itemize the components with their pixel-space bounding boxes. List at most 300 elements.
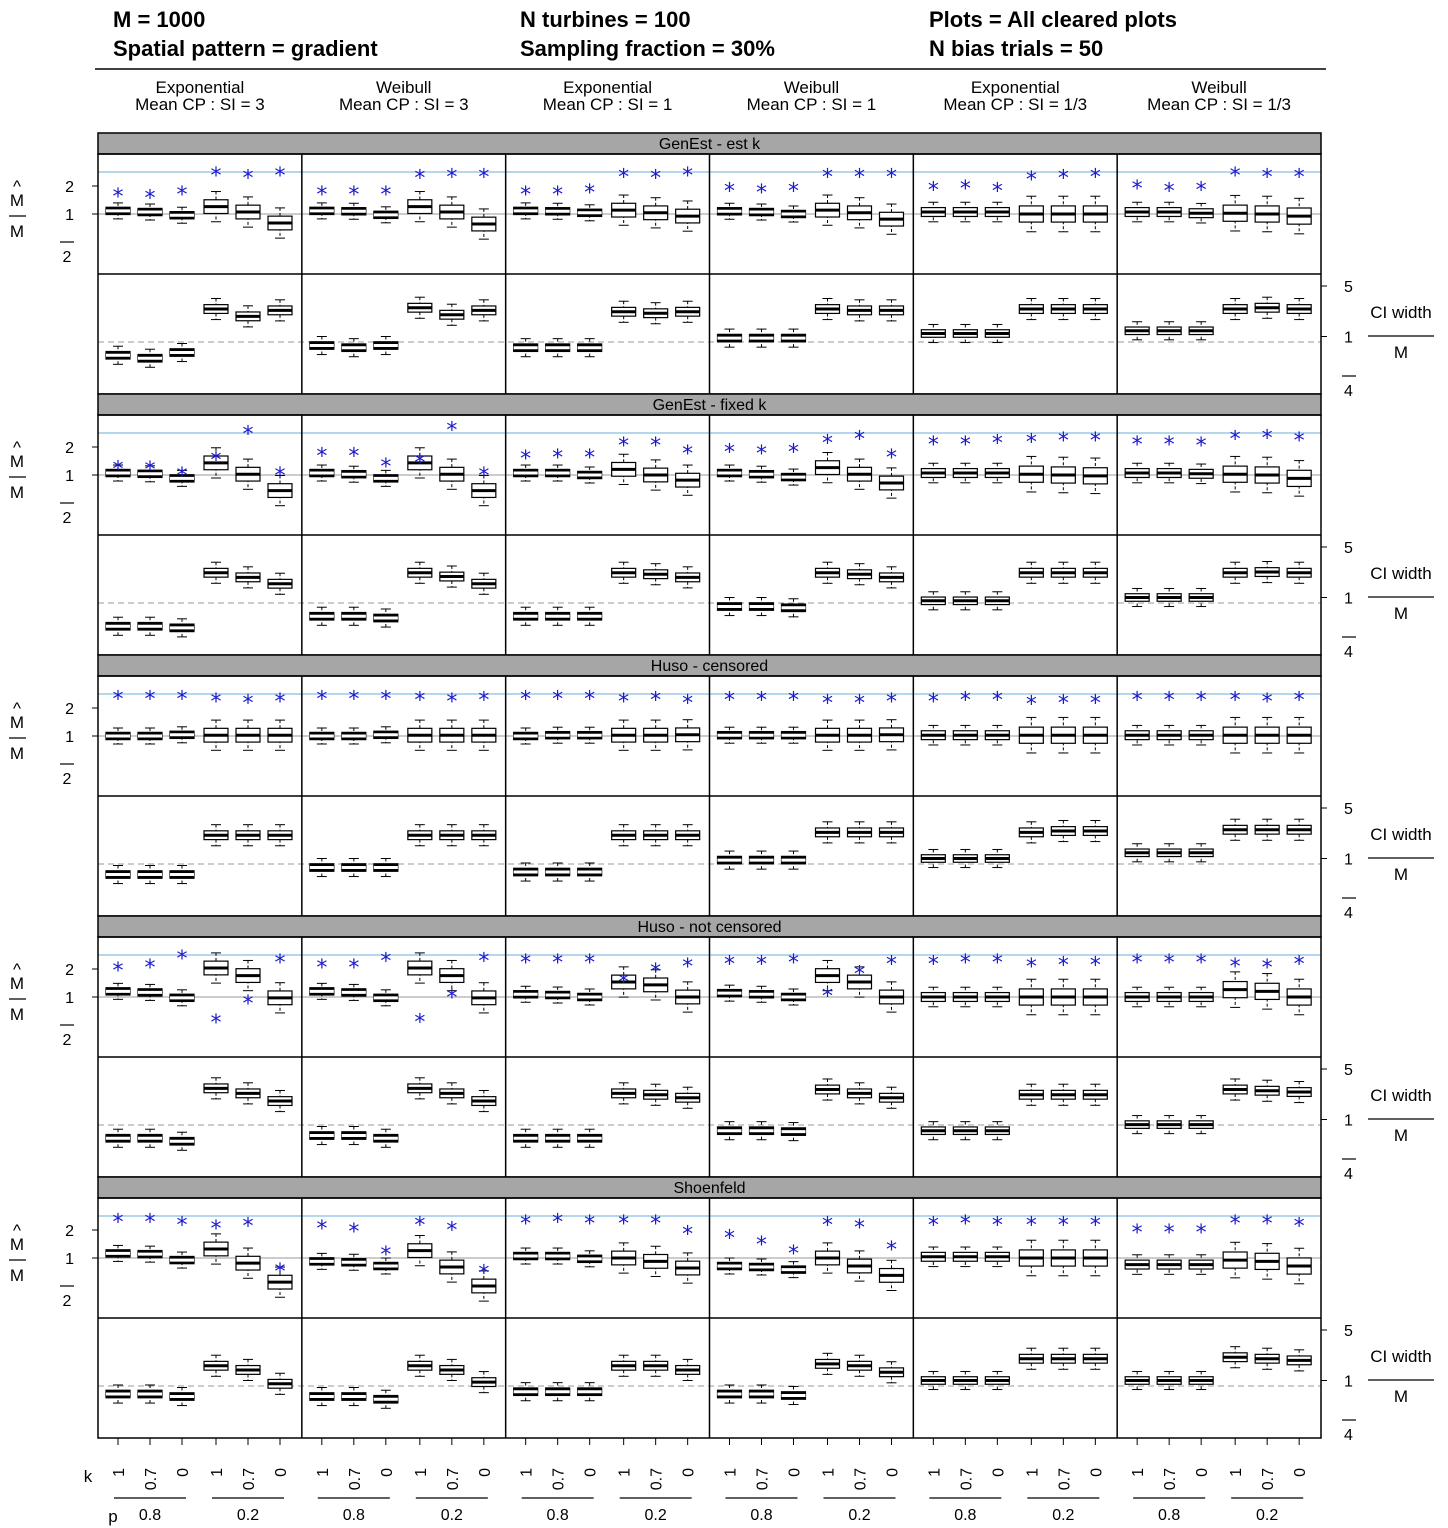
- coverage-star: *: [1293, 1214, 1305, 1240]
- right-axis-numerator: CI width: [1370, 1086, 1432, 1105]
- x-axis-p-label: 0.2: [848, 1507, 871, 1524]
- right-axis-denominator: M: [1393, 1126, 1409, 1145]
- coverage-star: *: [1057, 1213, 1069, 1239]
- left-axis-tick-label: 2: [65, 701, 74, 718]
- coverage-star: *: [991, 1213, 1003, 1239]
- coverage-star: *: [959, 688, 971, 714]
- coverage-star: *: [854, 962, 865, 988]
- x-axis-k-label: 0.7: [444, 1468, 462, 1491]
- x-axis-k-label: 1: [518, 1468, 536, 1477]
- coverage-star: *: [584, 951, 596, 976]
- column-header-ratio: Mean CP : SI = 3: [135, 95, 265, 114]
- left-axis-tick-label: 2: [62, 771, 72, 788]
- x-axis-k-label: 0.7: [143, 1468, 160, 1491]
- x-axis-p-label: 0.8: [954, 1507, 977, 1524]
- left-axis-tick-label: 1: [65, 1251, 74, 1268]
- x-axis-p-label: 0.8: [342, 1507, 365, 1524]
- right-axis-tick-label: 5: [1344, 279, 1353, 296]
- coverage-star: *: [274, 690, 286, 715]
- coverage-star: *: [316, 444, 328, 470]
- right-axis-tick-label: 1: [1344, 851, 1353, 869]
- left-axis-numerator: M: [9, 1235, 25, 1254]
- coverage-star: *: [788, 179, 799, 205]
- header-spatial-pattern: Spatial pattern = gradient: [113, 36, 378, 61]
- x-axis-k-label: 0: [680, 1468, 698, 1477]
- coverage-star: *: [927, 690, 939, 715]
- figure-header: [95, 7, 1326, 69]
- coverage-star: *: [112, 1210, 124, 1236]
- right-axis-tick-label: 5: [1344, 540, 1353, 557]
- left-axis-tick-label: 2: [65, 1223, 74, 1240]
- x-axis-k-label: 1: [1024, 1468, 1042, 1477]
- x-axis-k-label: 0: [1088, 1468, 1106, 1477]
- x-axis-p-label: 0.2: [1052, 1507, 1075, 1524]
- right-axis-numerator: CI width: [1370, 303, 1432, 322]
- header-m: M = 1000: [113, 7, 206, 32]
- coverage-star: *: [1163, 432, 1175, 458]
- panel-strip-label: Huso - censored: [650, 658, 769, 675]
- coverage-star: *: [348, 1219, 360, 1245]
- coverage-star: *: [682, 954, 694, 980]
- coverage-star: *: [927, 432, 939, 458]
- coverage-star: *: [112, 457, 124, 483]
- coverage-star: *: [176, 464, 188, 490]
- estimator-block: [98, 394, 1321, 655]
- x-axis-p-label: 0.2: [236, 1507, 260, 1524]
- x-axis-p-label: 0.8: [1158, 1507, 1181, 1524]
- column-headers: [135, 78, 1291, 114]
- coverage-star: *: [446, 690, 458, 715]
- panel-strip-label: GenEst - fixed k: [652, 397, 767, 414]
- coverage-star: *: [380, 183, 392, 209]
- x-axis-k-label: 0.7: [241, 1468, 258, 1491]
- coverage-star: *: [144, 458, 156, 484]
- x-axis-k-label: 0.7: [1162, 1468, 1180, 1491]
- right-axis-numerator: CI width: [1370, 825, 1432, 844]
- coverage-star: *: [1229, 1212, 1241, 1237]
- coverage-star: *: [1261, 1212, 1273, 1237]
- coverage-star: *: [144, 956, 156, 982]
- coverage-star: *: [991, 431, 1003, 457]
- x-axis-k-label: 1: [722, 1468, 740, 1477]
- coverage-star: *: [650, 688, 662, 714]
- left-axis-denominator: M: [9, 1005, 25, 1024]
- coverage-star: *: [1195, 434, 1207, 460]
- coverage-star: *: [959, 432, 971, 458]
- coverage-star: *: [788, 951, 799, 976]
- coverage-star: *: [886, 690, 897, 715]
- x-axis-p-label: 0.8: [138, 1507, 162, 1524]
- x-axis-k-label: 0: [476, 1468, 494, 1477]
- coverage-star: *: [1293, 952, 1305, 978]
- coverage-star: *: [478, 1261, 490, 1287]
- coverage-star: *: [210, 448, 222, 474]
- coverage-star: *: [1025, 168, 1037, 193]
- column-header-ratio: Mean CP : SI = 1/3: [1147, 95, 1291, 114]
- x-axis-k-label: 1: [314, 1468, 332, 1477]
- left-axis-hat: ^: [13, 699, 21, 718]
- x-axis-k-label: 0: [990, 1468, 1008, 1477]
- coverage-star: *: [618, 970, 630, 996]
- left-axis-tick-label: 2: [62, 1032, 72, 1049]
- coverage-star: *: [618, 690, 630, 715]
- left-axis-denominator: M: [9, 744, 25, 763]
- x-axis-k-label: 1: [616, 1468, 634, 1477]
- coverage-star: *: [176, 947, 188, 973]
- coverage-star: *: [584, 687, 596, 713]
- coverage-star: *: [1163, 179, 1175, 205]
- column-header-distribution: Weibull: [783, 78, 840, 97]
- right-axis-tick-label: 1: [1344, 1112, 1353, 1130]
- header-sampling-fraction: Sampling fraction = 30%: [520, 36, 775, 61]
- x-axis-k-label: 0: [378, 1468, 396, 1477]
- coverage-star: *: [1261, 426, 1273, 452]
- coverage-star: *: [414, 688, 426, 714]
- coverage-star: *: [959, 1212, 971, 1237]
- coverage-star: *: [886, 952, 897, 978]
- coverage-star: *: [756, 952, 767, 978]
- left-axis-denominator: M: [9, 1266, 25, 1285]
- left-axis-tick-label: 2: [65, 440, 74, 457]
- left-axis-hat: ^: [13, 177, 21, 196]
- x-axis-p-label: 0.2: [440, 1507, 463, 1524]
- coverage-star: *: [478, 688, 490, 714]
- x-axis-k-label: 0: [1292, 1468, 1310, 1477]
- left-axis-tick-label: 1: [65, 990, 74, 1007]
- coverage-star: *: [724, 440, 735, 466]
- x-axis-p-label: 0.2: [1256, 1507, 1279, 1524]
- right-axis-tick-label: 4: [1344, 383, 1353, 400]
- left-axis-numerator: M: [9, 974, 25, 993]
- coverage-star: *: [210, 164, 222, 190]
- coverage-star: *: [822, 984, 833, 1010]
- coverage-star: *: [1195, 688, 1207, 714]
- coverage-star: *: [991, 688, 1003, 714]
- coverage-star: *: [520, 1212, 532, 1237]
- coverage-star: *: [478, 464, 490, 490]
- coverage-star: *: [650, 166, 662, 192]
- coverage-star: *: [1229, 427, 1241, 453]
- coverage-star: *: [584, 181, 596, 206]
- right-axis-denominator: M: [1393, 1387, 1409, 1406]
- coverage-star: *: [380, 1243, 392, 1269]
- coverage-star: *: [1057, 953, 1069, 979]
- coverage-star: *: [1089, 429, 1101, 454]
- coverage-star: *: [756, 688, 767, 714]
- x-axis-k-label: 1: [926, 1468, 944, 1477]
- left-axis-numerator: M: [9, 713, 25, 732]
- x-axis-k-label: 0: [1194, 1468, 1212, 1477]
- coverage-star: *: [682, 1222, 694, 1248]
- coverage-star: *: [242, 992, 254, 1018]
- coverage-star: *: [112, 958, 124, 984]
- right-axis-tick-label: 1: [1344, 1373, 1353, 1391]
- left-axis-tick-label: 2: [62, 510, 72, 527]
- header-n-bias-trials: N bias trials = 50: [929, 36, 1104, 61]
- column-header-ratio: Mean CP : SI = 3: [338, 95, 469, 114]
- coverage-star: *: [552, 1210, 564, 1236]
- header-plots: Plots = All cleared plots: [929, 7, 1177, 32]
- right-axis-tick-label: 4: [1344, 644, 1353, 661]
- coverage-star: *: [1057, 429, 1069, 454]
- x-axis-k-label: 0.7: [346, 1468, 364, 1491]
- coverage-star: *: [348, 444, 360, 470]
- x-axis-k-label: 1: [111, 1468, 128, 1477]
- x-axis-k-label: 0: [175, 1468, 192, 1477]
- coverage-star: *: [927, 952, 939, 978]
- coverage-star: *: [210, 1217, 222, 1243]
- coverage-star: *: [478, 949, 490, 975]
- coverage-star: *: [788, 688, 799, 714]
- coverage-star: *: [854, 1215, 865, 1241]
- coverage-star: *: [1293, 165, 1305, 191]
- left-axis-hat: ^: [13, 1221, 21, 1240]
- left-axis-numerator: M: [9, 191, 25, 210]
- left-axis-tick-label: 1: [65, 207, 74, 224]
- right-axis-tick-label: 1: [1344, 590, 1353, 608]
- right-axis-tick-label: 1: [1344, 329, 1353, 347]
- left-axis-numerator: M: [9, 452, 25, 471]
- coverage-star: *: [1089, 165, 1101, 191]
- estimator-block: [98, 133, 1321, 394]
- coverage-star: *: [1131, 951, 1143, 976]
- coverage-star: *: [788, 1241, 799, 1267]
- coverage-star: *: [242, 422, 254, 448]
- coverage-star: *: [1195, 951, 1207, 976]
- column-header-distribution: Exponential: [155, 78, 245, 97]
- right-axis-denominator: M: [1393, 343, 1409, 362]
- coverage-star: *: [1261, 956, 1273, 982]
- panel-grid: [98, 133, 1321, 1438]
- coverage-star: *: [788, 440, 799, 466]
- coverage-star: *: [682, 691, 694, 717]
- x-axis-k-label: 0.7: [648, 1468, 666, 1491]
- coverage-star: *: [414, 451, 426, 477]
- coverage-star: *: [552, 183, 564, 209]
- coverage-star: *: [886, 1238, 897, 1263]
- x-axis-k-label: 1: [209, 1468, 226, 1477]
- coverage-star: *: [316, 956, 328, 982]
- left-axis-tick-label: 2: [62, 249, 72, 266]
- coverage-star: *: [176, 687, 188, 713]
- right-axis-numerator: CI width: [1370, 1347, 1432, 1366]
- coverage-star: *: [1025, 430, 1037, 456]
- panel-strip-label: Huso - not censored: [637, 919, 782, 936]
- x-axis-k-title: k: [83, 1467, 93, 1486]
- coverage-star: *: [274, 464, 286, 490]
- coverage-star: *: [414, 166, 426, 192]
- coverage-star: *: [414, 1010, 426, 1036]
- x-axis-p-title: p: [108, 1507, 118, 1526]
- x-axis: [84, 1438, 1309, 1526]
- header-n-turbines: N turbines = 100: [520, 7, 691, 32]
- coverage-star: *: [1025, 1213, 1037, 1239]
- x-axis-p-label: 0.8: [546, 1507, 569, 1524]
- coverage-star: *: [1229, 688, 1241, 714]
- coverage-star: *: [144, 687, 156, 713]
- x-axis-k-label: 0: [582, 1468, 600, 1477]
- coverage-star: *: [348, 183, 360, 209]
- coverage-star: *: [1131, 1221, 1143, 1247]
- left-axis-denominator: M: [9, 222, 25, 241]
- estimator-block: [98, 916, 1321, 1177]
- coverage-star: *: [520, 183, 532, 209]
- coverage-star: *: [1293, 429, 1305, 454]
- coverage-star: *: [446, 1218, 458, 1244]
- coverage-star: *: [822, 431, 833, 457]
- coverage-star: *: [1025, 692, 1037, 718]
- column-header-ratio: Mean CP : SI = 1/3: [943, 95, 1088, 114]
- coverage-star: *: [552, 445, 564, 471]
- x-axis-p-label: 0.8: [750, 1507, 773, 1524]
- coverage-star: *: [520, 687, 532, 713]
- coverage-star: *: [210, 690, 222, 715]
- x-axis-k-label: 1: [412, 1468, 430, 1477]
- left-axis-tick-label: 2: [65, 962, 74, 979]
- left-axis-tick-label: 1: [65, 468, 74, 485]
- coverage-star: *: [446, 165, 458, 191]
- left-axis-tick-label: 2: [62, 1293, 72, 1310]
- estimator-block: [98, 1177, 1321, 1438]
- coverage-star: *: [1195, 178, 1207, 204]
- x-axis-k-label: 0: [786, 1468, 804, 1477]
- right-axis-tick-label: 5: [1344, 801, 1353, 818]
- coverage-star: *: [414, 1213, 426, 1239]
- coverage-star: *: [650, 1212, 662, 1237]
- x-axis-k-label: 0.7: [1260, 1468, 1278, 1491]
- coverage-star: *: [176, 183, 188, 209]
- coverage-star: *: [1229, 164, 1241, 190]
- column-header-distribution: Weibull: [376, 78, 432, 97]
- right-axis-tick-label: 4: [1344, 1427, 1353, 1444]
- coverage-star: *: [478, 165, 490, 191]
- coverage-star: *: [650, 960, 662, 986]
- coverage-star: *: [316, 183, 328, 209]
- coverage-star: *: [144, 1210, 156, 1236]
- coverage-star: *: [618, 434, 630, 460]
- coverage-star: *: [886, 445, 897, 471]
- x-axis-k-label: 1: [1130, 1468, 1148, 1477]
- coverage-star: *: [210, 1010, 222, 1036]
- right-axis-tick-label: 5: [1344, 1062, 1353, 1079]
- right-axis-tick-label: 4: [1344, 1166, 1353, 1183]
- coverage-star: *: [1057, 691, 1069, 717]
- coverage-star: *: [274, 951, 286, 976]
- coverage-star: *: [274, 1260, 286, 1286]
- coverage-star: *: [380, 949, 392, 975]
- coverage-star: *: [1195, 1221, 1207, 1247]
- x-axis-p-label: 0.2: [644, 1507, 667, 1524]
- coverage-star: *: [822, 691, 833, 717]
- coverage-star: *: [756, 181, 767, 206]
- coverage-star: *: [927, 1213, 939, 1239]
- coverage-star: *: [112, 687, 124, 713]
- coverage-star: *: [520, 447, 532, 473]
- left-axis-denominator: M: [9, 483, 25, 502]
- left-axis-tick-label: 2: [65, 179, 74, 196]
- coverage-star: *: [1163, 951, 1175, 976]
- estimator-block: [98, 655, 1321, 916]
- x-axis-k-label: 0.7: [754, 1468, 772, 1491]
- coverage-star: *: [959, 177, 971, 203]
- column-header-ratio: Mean CP : SI = 1: [542, 95, 673, 114]
- coverage-star: *: [316, 687, 328, 713]
- coverage-star: *: [552, 687, 564, 713]
- coverage-star: *: [242, 1214, 254, 1240]
- coverage-star: *: [618, 1212, 630, 1237]
- coverage-star: *: [584, 1212, 596, 1237]
- left-axis-hat: ^: [13, 960, 21, 979]
- coverage-star: *: [1057, 166, 1069, 192]
- right-axis-denominator: M: [1393, 865, 1409, 884]
- coverage-star: *: [242, 166, 254, 192]
- x-axis-k-label: 0: [884, 1468, 902, 1477]
- coverage-star: *: [446, 986, 458, 1012]
- coverage-star: *: [854, 165, 865, 191]
- coverage-star: *: [520, 951, 532, 976]
- coverage-star: *: [1261, 690, 1273, 715]
- coverage-star: *: [348, 956, 360, 982]
- coverage-star: *: [822, 1213, 833, 1239]
- coverage-star: *: [176, 1213, 188, 1239]
- right-axis-denominator: M: [1393, 604, 1409, 623]
- coverage-star: *: [650, 434, 662, 460]
- coverage-star: *: [682, 164, 694, 190]
- coverage-star: *: [724, 952, 735, 978]
- panel-strip-label: GenEst - est k: [658, 136, 761, 153]
- right-axis-tick-label: 5: [1344, 1323, 1353, 1340]
- coverage-star: *: [1131, 432, 1143, 458]
- coverage-star: *: [756, 1232, 767, 1258]
- x-axis-k-label: 0.7: [958, 1468, 976, 1491]
- coverage-star: *: [1261, 165, 1273, 191]
- coverage-star: *: [756, 442, 767, 467]
- coverage-star: *: [1163, 1221, 1175, 1247]
- coverage-star: *: [316, 1217, 328, 1243]
- column-header-ratio: Mean CP : SI = 1: [746, 95, 877, 114]
- x-axis-k-label: 0.7: [852, 1468, 870, 1491]
- coverage-star: *: [380, 687, 392, 713]
- coverage-star: *: [682, 442, 694, 467]
- x-axis-k-label: 0.7: [1056, 1468, 1074, 1491]
- column-header-distribution: Exponential: [563, 78, 653, 97]
- coverage-star: *: [112, 184, 124, 210]
- coverage-star: *: [1131, 688, 1143, 714]
- coverage-star: *: [724, 1226, 735, 1252]
- column-header-distribution: Exponential: [970, 78, 1060, 97]
- coverage-star: *: [959, 951, 971, 976]
- coverage-star: *: [242, 691, 254, 717]
- coverage-star: *: [1089, 953, 1101, 979]
- right-axis-tick-label: 4: [1344, 905, 1353, 922]
- coverage-star: *: [274, 164, 286, 190]
- coverage-star: *: [584, 445, 596, 471]
- coverage-star: *: [724, 688, 735, 714]
- coverage-star: *: [886, 165, 897, 191]
- coverage-star: *: [348, 687, 360, 713]
- coverage-star: *: [927, 178, 939, 204]
- coverage-star: *: [991, 951, 1003, 976]
- coverage-star: *: [1089, 691, 1101, 717]
- coverage-star: *: [854, 427, 865, 453]
- x-axis-k-label: 1: [1228, 1468, 1246, 1477]
- left-axis-hat: ^: [13, 438, 21, 457]
- coverage-star: *: [822, 165, 833, 191]
- left-axis-tick-label: 1: [65, 729, 74, 746]
- panel-strip-label: Shoenfeld: [673, 1180, 746, 1197]
- coverage-star: *: [144, 186, 156, 212]
- right-axis-numerator: CI width: [1370, 564, 1432, 583]
